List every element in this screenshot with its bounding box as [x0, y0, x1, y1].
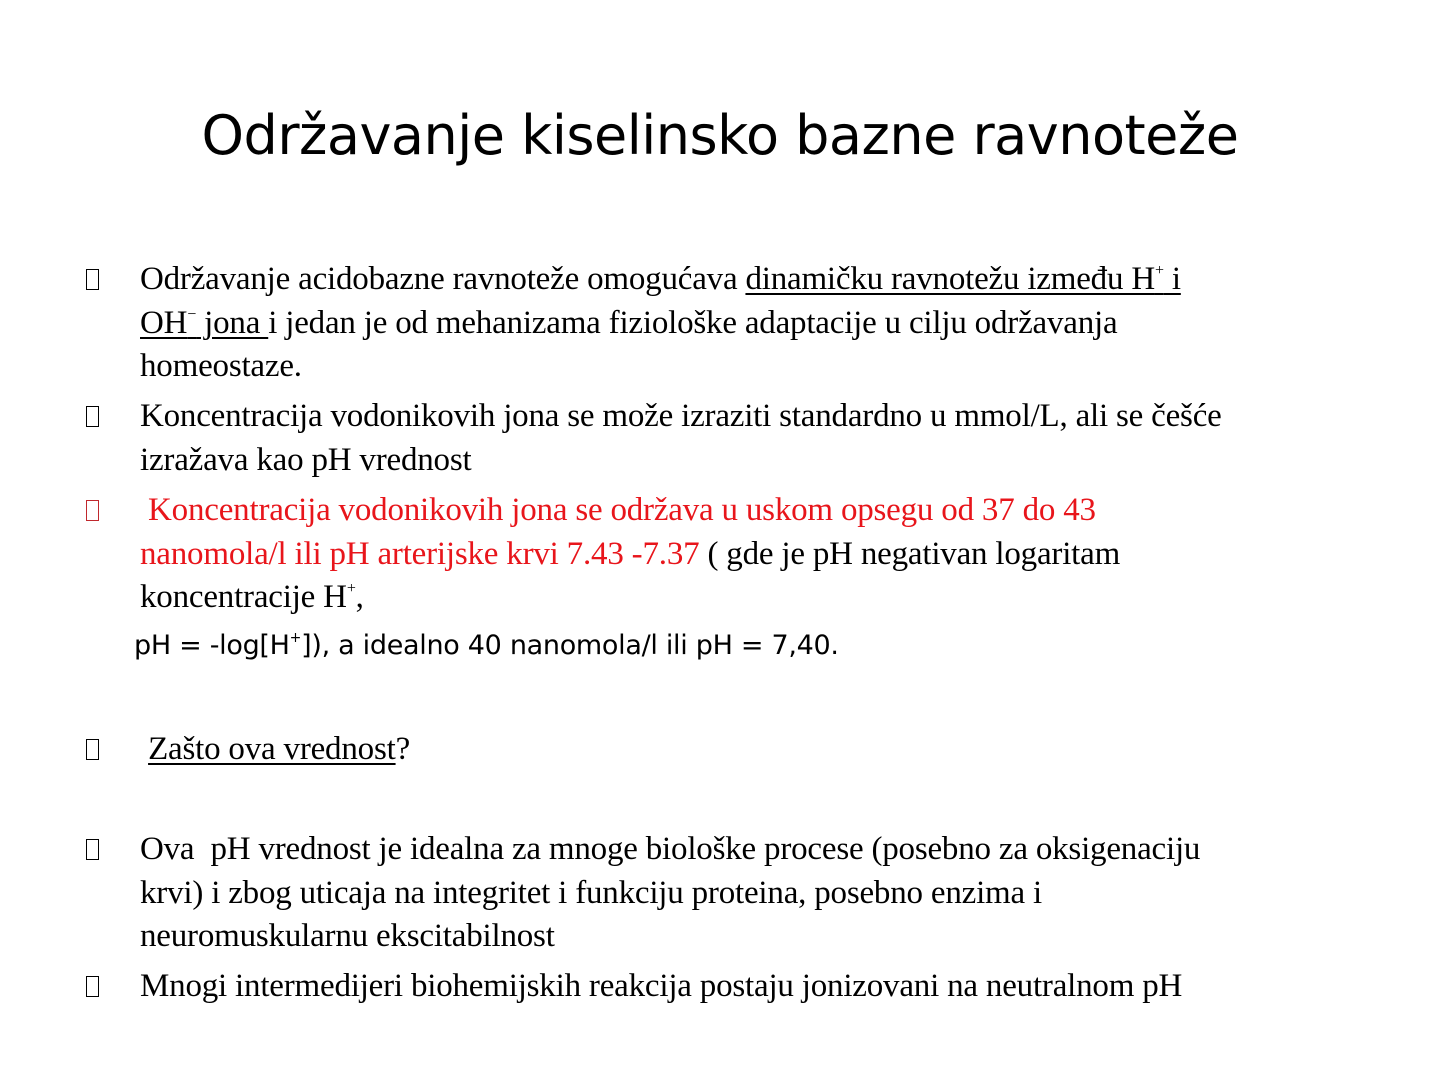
- highlighted-text: Koncentracija vodonikovih jona se održava u uskom opsegu od 37 do 43: [140, 492, 1096, 528]
- bullet-2-line-1: Koncentracija vodonikovih jona se može izraziti standardno u mmol/L, ali se češće: [140, 398, 1222, 434]
- square-bullet-icon: [86, 406, 99, 427]
- bullet-text-3: [140, 489, 1380, 620]
- bullet-text-1: [140, 258, 1380, 389]
- bullet-1-line-1: [140, 258, 1380, 302]
- square-bullet-icon: [86, 500, 99, 521]
- text-run: homeostaze.: [140, 348, 302, 384]
- text-run: ?: [395, 731, 411, 767]
- ph-formula: [134, 626, 839, 666]
- ion-charge-superscript: +: [289, 630, 302, 646]
- text-run: [140, 731, 148, 767]
- bullet-5-line-3: neuromuskularnu ekscitabilnost: [140, 918, 555, 954]
- square-bullet-icon: [86, 839, 99, 860]
- square-bullet-icon: [86, 269, 99, 290]
- highlighted-text: nanomola/l ili pH arterijske krvi 7.43 -7.37: [140, 535, 700, 572]
- text-run: ,: [355, 579, 364, 615]
- bullet-1-line-2: [140, 302, 1380, 346]
- bullet-4-line-1: [140, 728, 1380, 772]
- bullet-2-line-2: izražava kao pH vrednost: [140, 441, 472, 478]
- bullet-text-4: [140, 728, 1380, 772]
- ion-charge-superscript: +: [346, 580, 356, 597]
- text-run: i jedan je od mehanizama fiziološke adaptacije u cilju održavanja: [268, 304, 1118, 341]
- underlined-question: Zašto ova vrednost: [148, 731, 396, 767]
- text-run: koncentracije H: [140, 579, 347, 615]
- ion-charge-superscript: +: [1154, 262, 1164, 279]
- formula-text: pH = -log[H: [134, 630, 290, 661]
- text-run: Održavanje acidobazne ravnoteže omogućava: [140, 261, 746, 297]
- bullet-text-6: [140, 965, 1380, 1009]
- underlined-text: [140, 305, 268, 341]
- bullet-1-line-3: [140, 345, 1380, 389]
- underlined-text: [745, 261, 1180, 297]
- text-run: i: [1163, 261, 1181, 297]
- square-bullet-icon: [86, 739, 99, 760]
- bullet-text-5: [140, 828, 1380, 959]
- text-run: jona: [196, 304, 269, 341]
- bullet-6-line-1: Mnogi intermedijeri biohemijskih reakcija postaju jonizovani na neutralnom pH: [140, 968, 1183, 1004]
- ion-charge-superscript: −: [187, 305, 197, 323]
- bullet-3-line-2: [140, 533, 1380, 577]
- bullet-5-line-2: krvi) i zbog uticaja na integritet i funkciju proteina, posebno enzima i: [140, 874, 1042, 911]
- bullet-5-line-1: Ova pH vrednost je idealna za mnoge biološke procese (posebno za oksigenaciju: [140, 831, 1201, 867]
- text-run: dinamičku ravnotežu između H: [745, 261, 1155, 297]
- bullet-3-line-1: [140, 489, 1380, 533]
- bullet-3-line-3: [140, 576, 1380, 620]
- text-run: ( gde je pH negativan logaritam: [699, 535, 1121, 572]
- text-run: OH: [140, 304, 188, 341]
- square-bullet-icon: [86, 976, 99, 997]
- bullet-text-2: [140, 395, 1380, 482]
- formula-text: ]), a idealno 40 nanomola/l ili pH = 7,40.: [301, 630, 839, 661]
- slide-title: Održavanje kiselinsko bazne ravnoteže: [201, 104, 1239, 167]
